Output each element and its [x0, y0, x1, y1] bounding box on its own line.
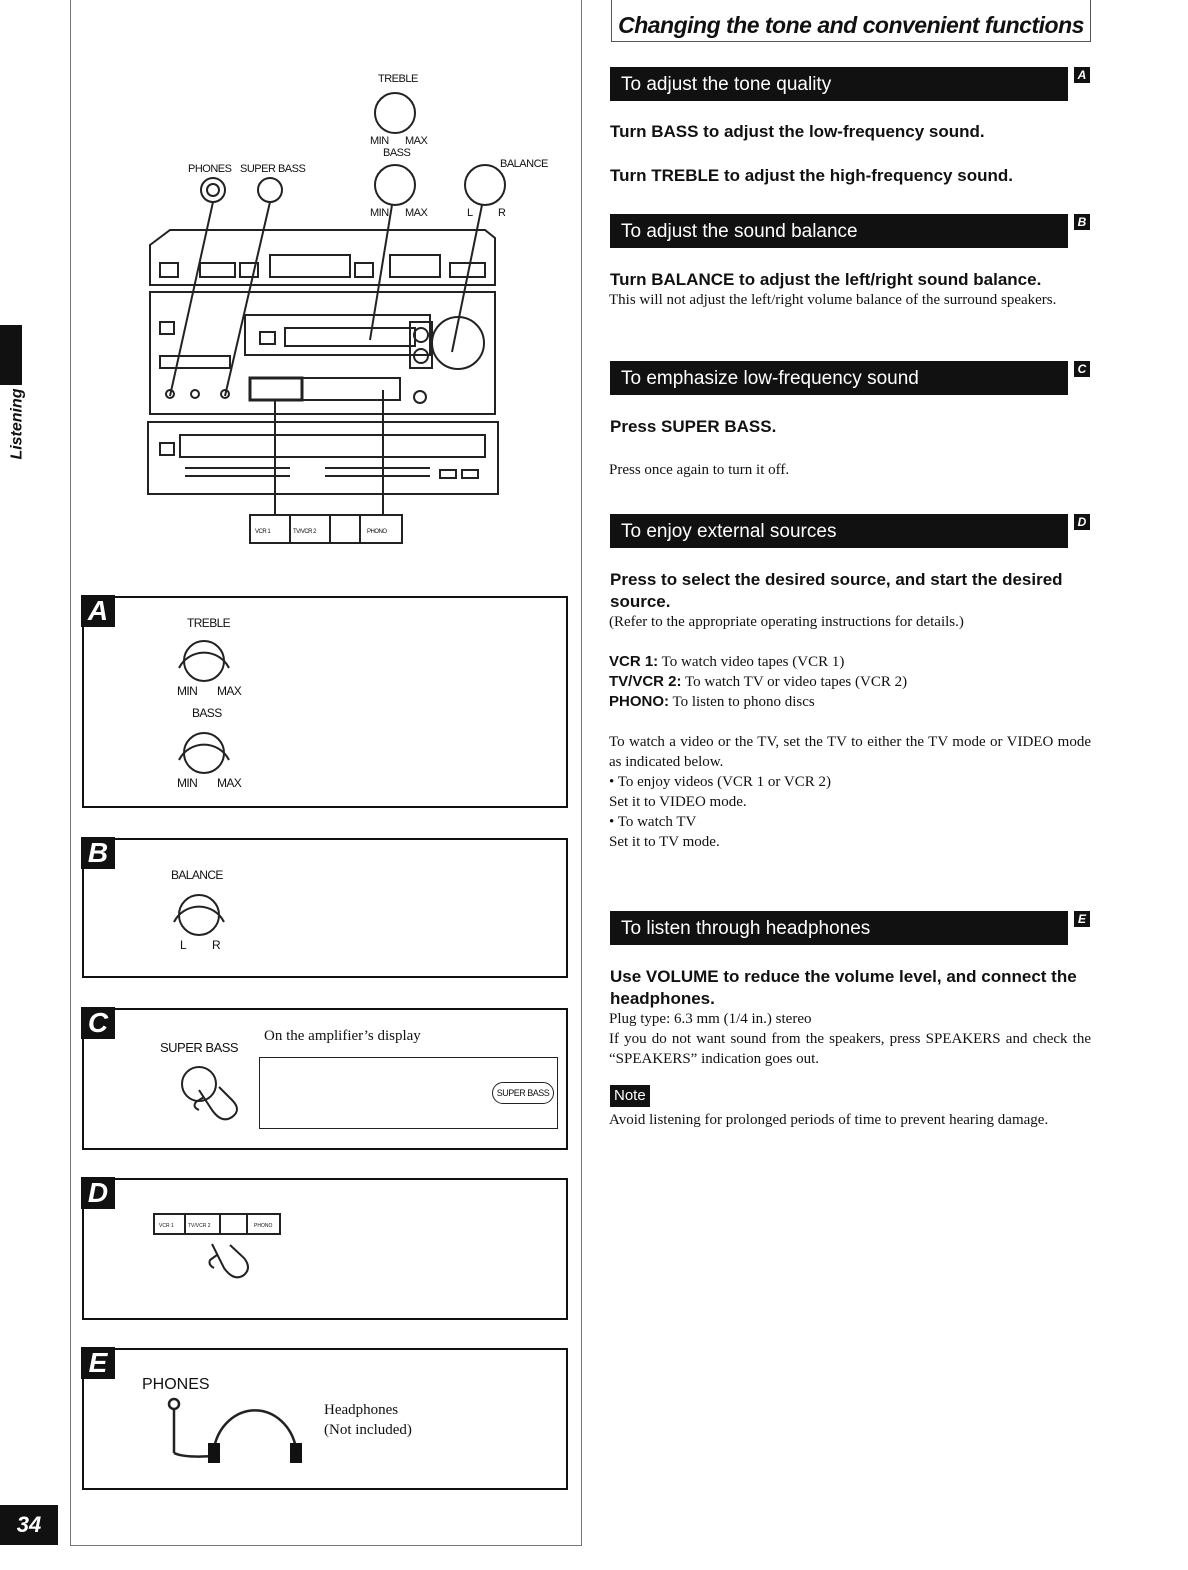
diagram-phono-label: PHONO — [367, 529, 387, 535]
section-c-marker: C — [1074, 361, 1090, 377]
panel-a-max2: MAX — [217, 776, 242, 790]
side-section-label: Listening — [8, 388, 26, 460]
section-d-refer: (Refer to the appropriate operating instructions for details.) — [609, 614, 964, 630]
note-text: Avoid listening for prolonged periods of time to prevent hearing damage. — [609, 1112, 1049, 1128]
panel-c-button — [174, 1062, 244, 1142]
panel-e-not-included-label: (Not included) — [324, 1422, 412, 1438]
section-a-header: To adjust the tone quality — [610, 67, 1068, 101]
section-d-marker: D — [1074, 514, 1090, 530]
diagram-bass-min-label: MIN — [370, 135, 389, 147]
section-b-marker: B — [1074, 214, 1090, 230]
panel-d — [82, 1178, 568, 1320]
diagram-balance-label: BALANCE — [500, 158, 548, 170]
page-number: 34 — [0, 1505, 58, 1545]
super-bass-button-icon — [182, 1067, 216, 1101]
bass-knob-icon — [375, 165, 415, 205]
phones-jack-icon — [201, 178, 225, 202]
panel-b-balance-label: BALANCE — [171, 868, 223, 882]
section-d-bullet-tv: • To watch TV — [609, 814, 697, 830]
panel-a-knobs — [164, 613, 284, 803]
headphones-icon — [164, 1398, 304, 1478]
section-d-line-video-mode: Set it to VIDEO mode. — [609, 794, 747, 810]
section-d-instruction: Press to select the desired source, and start the desired source. — [610, 570, 1063, 611]
section-c-instruction: Press SUPER BASS. — [610, 417, 777, 436]
section-d-item-phono — [609, 692, 1091, 712]
section-a-instruction-bass: Turn BASS to adjust the low-frequency sound. — [610, 122, 985, 141]
section-e-header: To listen through headphones — [610, 911, 1068, 945]
treble-knob-icon — [184, 641, 224, 681]
super-bass-button-icon — [258, 178, 282, 202]
panel-d-vcr1-label: VCR 1 — [159, 1223, 174, 1229]
vcr1-key: VCR 1: — [609, 653, 659, 670]
panel-d-letter: D — [81, 1177, 115, 1209]
section-c-text: Press once again to turn it off. — [609, 462, 790, 478]
diagram-r-label: R — [498, 207, 506, 219]
section-b-instruction: Turn BALANCE to adjust the left/right sound balance. — [610, 270, 1042, 289]
diagram-bass-label: BASS — [383, 147, 411, 159]
section-e-plug-type: Plug type: 6.3 mm (1/4 in.) stereo — [609, 1011, 812, 1027]
phono-desc: To listen to phono discs — [669, 694, 815, 710]
section-d-para: To watch a video or the TV, set the TV to either the TV mode or VIDEO mode as indicated below. — [609, 734, 1091, 770]
pointing-hand-icon — [195, 1087, 237, 1119]
section-a-marker: A — [1074, 67, 1090, 83]
treble-knob-icon — [375, 93, 415, 133]
diagram-tvvcr2-label: TV/VCR 2 — [293, 529, 317, 535]
diagram-treble-label: TREBLE — [378, 73, 418, 85]
panel-e — [82, 1348, 568, 1490]
panel-c-letter: C — [81, 1007, 115, 1039]
section-b-header: To adjust the sound balance — [610, 214, 1068, 248]
tvvcr2-desc: To watch TV or video tapes (VCR 2) — [681, 674, 908, 690]
panel-b — [82, 838, 568, 978]
panel-a-min2: MIN — [177, 776, 198, 790]
section-d-item-tvvcr2 — [609, 672, 1091, 692]
panel-d-selector — [152, 1210, 292, 1300]
diagram-bass-max-label: MAX — [405, 135, 428, 147]
phono-key: PHONO: — [609, 693, 669, 710]
diagram-phones-label: PHONES — [188, 163, 232, 175]
balance-knob-icon — [465, 165, 505, 205]
panel-a-max1: MAX — [217, 684, 242, 698]
panel-d-phono-label: PHONO — [254, 1223, 273, 1229]
panel-b-letter: B — [81, 837, 115, 869]
bass-knob-icon — [184, 733, 224, 773]
panel-e-letter: E — [81, 1347, 115, 1379]
panel-c — [82, 1008, 568, 1150]
panel-b-r-label: R — [212, 938, 221, 952]
panel-c-super-bass-label: SUPER BASS — [160, 1040, 239, 1055]
panel-a-min1: MIN — [177, 684, 198, 698]
diagram-min-label: MIN — [370, 207, 389, 219]
section-d-header: To enjoy external sources — [610, 514, 1068, 548]
diagram-vcr1-label: VCR 1 — [255, 529, 271, 535]
diagram-max-label: MAX — [405, 207, 428, 219]
super-bass-display-badge: SUPER BASS — [492, 1082, 554, 1104]
section-d-item-vcr1 — [609, 652, 1091, 672]
balance-knob-icon — [179, 895, 219, 935]
diagram-super-bass-label: SUPER BASS — [240, 163, 306, 175]
panel-c-display-caption: On the amplifier’s display — [264, 1028, 421, 1044]
panel-b-l-label: L — [180, 938, 187, 952]
panel-a-treble-label: TREBLE — [187, 616, 231, 630]
vcr1-desc: To watch video tapes (VCR 1) — [658, 654, 845, 670]
panel-e-headphones-label: Headphones — [324, 1402, 399, 1418]
panel-b-knob — [169, 865, 259, 965]
section-e-instruction: Use VOLUME to reduce the volume level, and connect the headphones. — [610, 967, 1077, 1008]
stereo-system-diagram — [140, 60, 560, 560]
panel-e-phones-label: PHONES — [142, 1376, 210, 1393]
pointing-hand-icon — [210, 1244, 249, 1277]
amplifier-display — [259, 1057, 558, 1129]
section-c-header: To emphasize low-frequency sound — [610, 361, 1068, 395]
diagram-l-label: L — [467, 207, 473, 219]
note-label: Note — [610, 1085, 650, 1107]
section-d-bullet-videos: • To enjoy videos (VCR 1 or VCR 2) — [609, 774, 831, 790]
section-b-text: This will not adjust the left/right volume balance of the surround speakers. — [609, 292, 1057, 308]
section-d-line-tv-mode: Set it to TV mode. — [609, 834, 720, 850]
tvvcr2-key: TV/VCR 2: — [609, 673, 682, 690]
panel-a-letter: A — [81, 595, 115, 627]
side-tab-marker — [0, 325, 22, 385]
panel-d-tvvcr2-label: TV/VCR 2 — [188, 1223, 211, 1229]
section-e-marker: E — [1074, 911, 1090, 927]
section-e-text: If you do not want sound from the speakers, press SPEAKERS and check the “SPEAKERS” indication goes out. — [609, 1031, 1091, 1067]
panel-a-bass-label: BASS — [192, 706, 222, 720]
section-a-instruction-treble: Turn TREBLE to adjust the high-frequency sound. — [610, 166, 1013, 185]
page-title: Changing the tone and convenient functions — [611, 0, 1091, 42]
panel-a — [82, 596, 568, 808]
